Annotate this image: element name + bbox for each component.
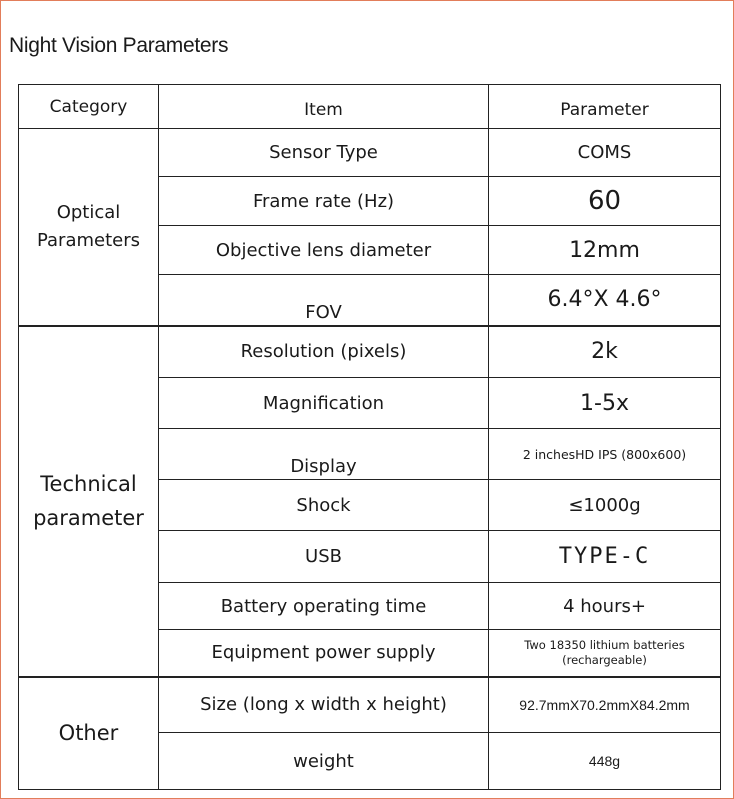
item-cell: Frame rate (Hz) [159,177,489,226]
group-other: Other [19,677,159,790]
value-cell: 4 hours+ [489,583,721,630]
value-cell: 448g [489,733,721,790]
value-cell: ≤1000g [489,480,721,531]
group-optical: Optical Parameters [19,129,159,326]
item-cell: Objective lens diameter [159,226,489,275]
value-cell: 12mm [489,226,721,275]
value-cell: 92.7mmX70.2mmX84.2mm [489,677,721,733]
item-cell: USB [159,531,489,583]
item-cell: Display [159,429,489,480]
item-cell: Battery operating time [159,583,489,630]
header-parameter: Parameter [489,85,721,129]
table-row [19,326,721,378]
value-cell [489,630,721,677]
header-category: Category [19,85,159,129]
item-cell: Size (long x width x height) [159,677,489,733]
group-technical: Technical parameter [19,326,159,677]
header-item: Item [159,85,489,129]
parameters-table [18,84,721,790]
value-cell: 2 inchesHD IPS (800x600) [489,429,721,480]
item-cell: Magnification [159,378,489,429]
item-cell: weight [159,733,489,790]
value-cell: 6.4°X 4.6° [489,275,721,326]
page-title: Night Vision Parameters [9,34,229,57]
value-cell: COMS [489,129,721,177]
item-cell: FOV [159,275,489,326]
header-row [19,85,721,129]
value-cell: TYPE-C [489,531,721,583]
value-text: Two 18350 lithium batteries (rechargeable) [524,637,685,667]
item-cell: Resolution (pixels) [159,326,489,378]
table-row [19,129,721,177]
table-row [19,677,721,733]
item-cell: Shock [159,480,489,531]
item-cell: Equipment power supply [159,630,489,677]
value-cell: 1-5x [489,378,721,429]
value-cell: 2k [489,326,721,378]
value-cell: 60 [489,177,721,226]
item-cell: Sensor Type [159,129,489,177]
